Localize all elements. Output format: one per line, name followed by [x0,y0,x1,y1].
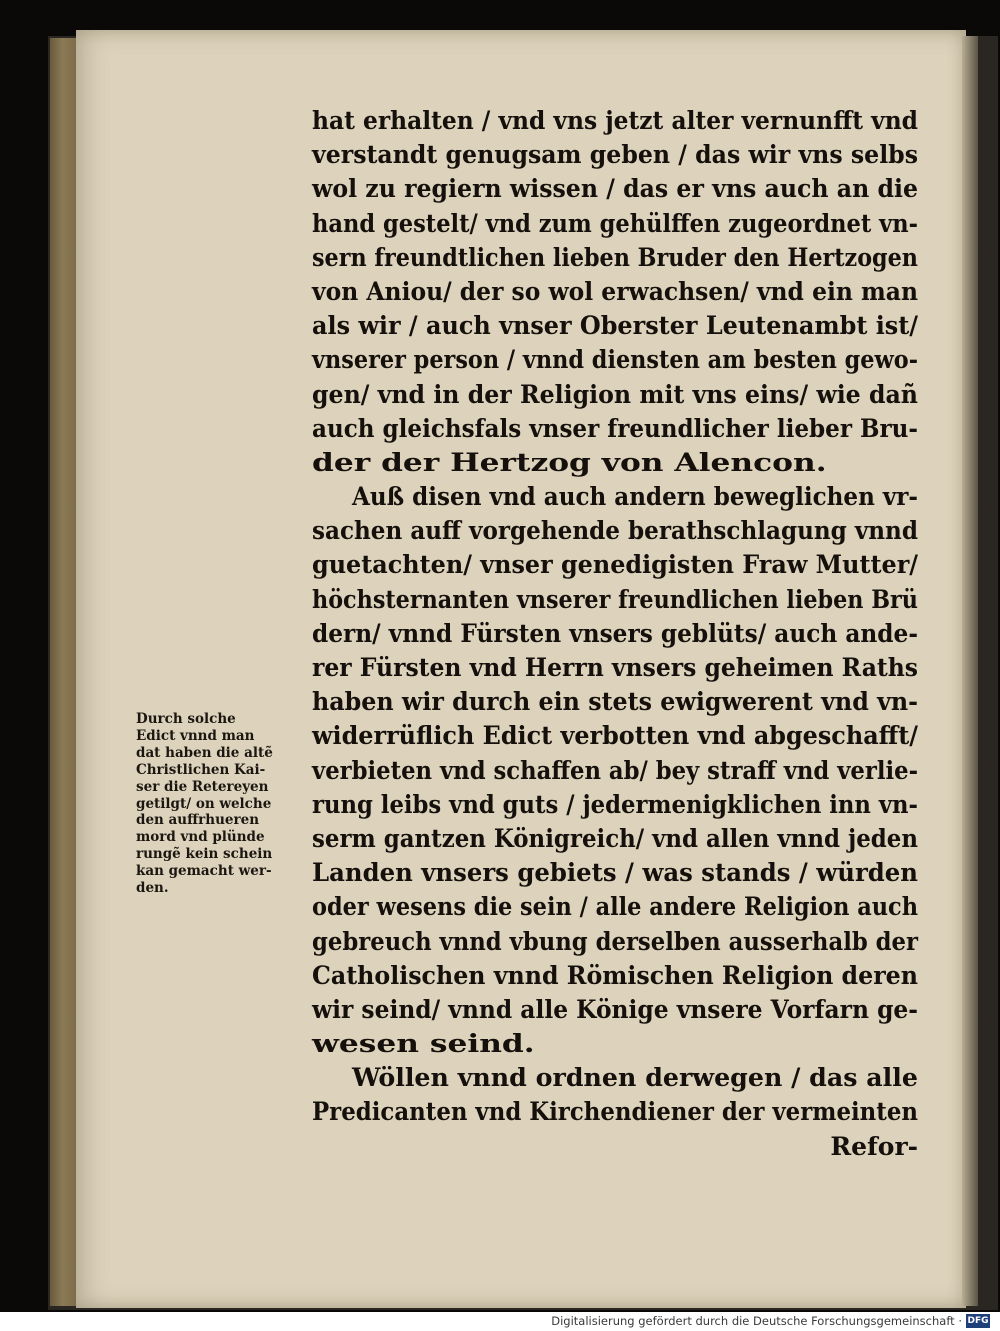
text-line: wol zu regiern wissen / das er vns auch an die [312,174,918,204]
text-line: sachen auff vorgehende berathschlagung vnnd [312,516,918,546]
marginal-note-line: Edict vnnd man [136,727,255,744]
text-line: von Aniou/ der so wol erwachsen/ vnd ein man [312,276,918,306]
text-line: gebreuch vnnd vbung derselben ausserhalb der [312,926,918,956]
text-line: Auß disen vnd auch andern beweglichen vr‑ [352,482,918,512]
marginal-note-line: Christlichen Kai‑ [136,761,266,778]
text-line: rung leibs vnd guts / jedermenigklichen inn vn‑ [312,789,918,819]
marginal-note-line: kan gemacht wer‑ [136,863,272,880]
text-line: der der Hertzog von Alencon. [312,447,827,477]
text-line: verbieten vnd schaffen ab/ bey straff vnd verlie‑ [312,755,918,785]
marginal-note-line: rungẽ kein schein [136,846,273,863]
marginal-note-line: ser die Retereyen [136,778,269,795]
marginal-note-line: mord vnd plünde [136,829,265,846]
marginal-note-line: den. [136,880,169,897]
text-line: als wir / auch vnser Oberster Leutenambt ist/ [312,311,918,341]
text-line: verstandt genugsam geben / das wir vns selbs [312,140,918,170]
text-line: Predicanten vnd Kirchendiener der vermeinten [312,1097,918,1127]
text-line: hand gestelt/ vnd zum gehülffen zugeordnet vn‑ [312,208,918,238]
book-edge [50,38,78,1306]
footer-credit: Digitalisierung gefördert durch die Deutsche Forschungsgemeinschaft · [551,1314,962,1328]
text-line: wesen seind. [312,1029,535,1059]
page-fore-edge [962,36,978,1306]
text-line: Wöllen vnnd ordnen derwegen / das alle [352,1063,918,1093]
text-line: Catholischen vnnd Römischen Religion deren [312,960,918,990]
text-line: wir seind/ vnnd alle Könige vnsere Vorfarn ge‑ [312,994,918,1024]
catchword: Refor‑ [830,1131,918,1161]
marginal-note-line: getilgt/ on welche [136,795,272,812]
text-line: höchsternanten vnserer freundlichen lieben Brü [312,584,918,614]
text-line: Landen vnsers gebiets / was stands / würden [312,858,918,888]
text-line: vnserer person / vnnd diensten am besten gewo‑ [312,345,918,375]
dfg-logo: DFG [967,1316,989,1326]
text-line: sern freundtlichen lieben Bruder den Hertzogen [312,242,918,272]
main-text-block [312,104,918,1164]
text-line: widerrüflich Edict verbotten vnd abgeschafft/ [312,721,918,751]
text-line: auch gleichsfals vnser freundlicher lieber Bru‑ [312,413,918,443]
text-line: dern/ vnnd Fürsten vnsers geblüts/ auch ande‑ [312,618,918,648]
text-line: serm gantzen Königreich/ vnd allen vnnd jeden [312,823,918,853]
marginal-note [136,711,308,897]
text-line: haben wir durch ein stets ewigwerent vnd vn‑ [312,687,918,717]
marginal-note-line: dat haben die altẽ [136,744,273,761]
text-line: rer Fürsten vnd Herrn vnsers geheimen Raths [312,653,918,682]
text-line: guetachten/ vnser genedigisten Fraw Mutter/ [312,550,918,580]
text-line: gen/ vnd in der Religion mit vns eins/ wie dañ [312,379,918,409]
text-line: hat erhalten / vnd vns jetzt alter vernunfft vnd [312,106,918,135]
marginal-note-line: Durch solche [136,711,236,727]
marginal-note-line: den auffrhueren [136,812,260,829]
text-line: oder wesens die sein / alle andere Religion auch [312,892,918,922]
